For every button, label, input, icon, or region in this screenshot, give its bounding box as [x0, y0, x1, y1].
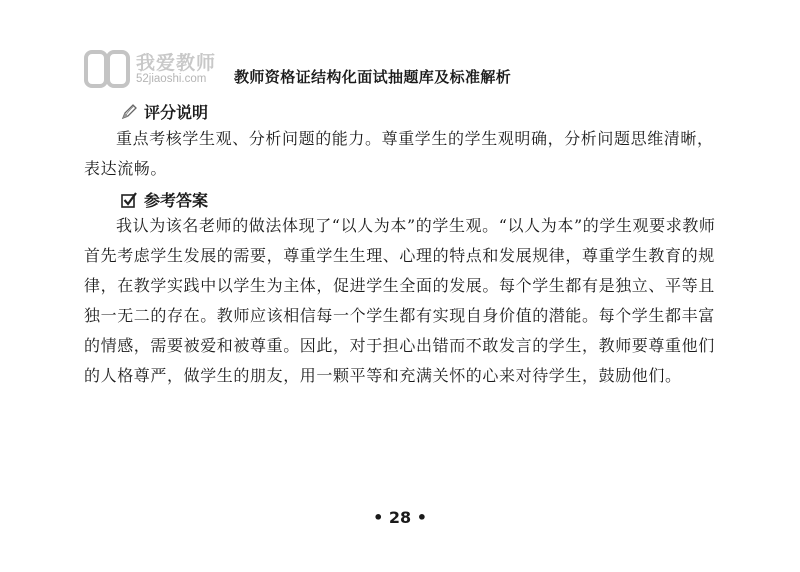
page-header — [84, 48, 724, 92]
pen-icon — [120, 103, 138, 121]
logo-url: 52jiaoshi.com — [136, 73, 207, 85]
book-title: 教师资格证结构化面试抽题库及标准解析 — [234, 68, 512, 86]
scoring-heading — [120, 100, 208, 123]
checkbox-icon — [120, 191, 138, 209]
answer-text: 我认为该名老师的做法体现了“以人为本”的学生观。“以人为本”的学生观要求教师首先考虑学生发展的需要，尊重学生生理、心理的特点和发展规律，尊重学生教育的规律，在教学实践中以学生为主体，促进学生全面的发展。每个学生都有是独立、平等且独一无二的存在。教师应该相信每一个学生都有实现自身价值的潜能。每个学生都丰富的情感，需要被爱和被尊重。因此，对于担心出错而不敢发言的学生，教师要尊重他们的人格尊严，做学生的朋友，用一颗平等和充满关怀的心来对待学生，鼓励他们。 — [84, 216, 716, 385]
answer-heading — [120, 188, 208, 211]
logo-mark-icon — [84, 50, 130, 88]
scoring-text: 重点考核学生观、分析问题的能力。尊重学生的学生观明确，分析问题思维清晰，表达流畅。 — [84, 129, 714, 178]
logo-text: 我爱教师 — [136, 52, 217, 74]
page-number: • 28 • — [373, 508, 427, 527]
scoring-heading-label: 评分说明 — [144, 103, 209, 122]
logo — [84, 48, 224, 92]
answer-heading-label: 参考答案 — [144, 191, 209, 210]
